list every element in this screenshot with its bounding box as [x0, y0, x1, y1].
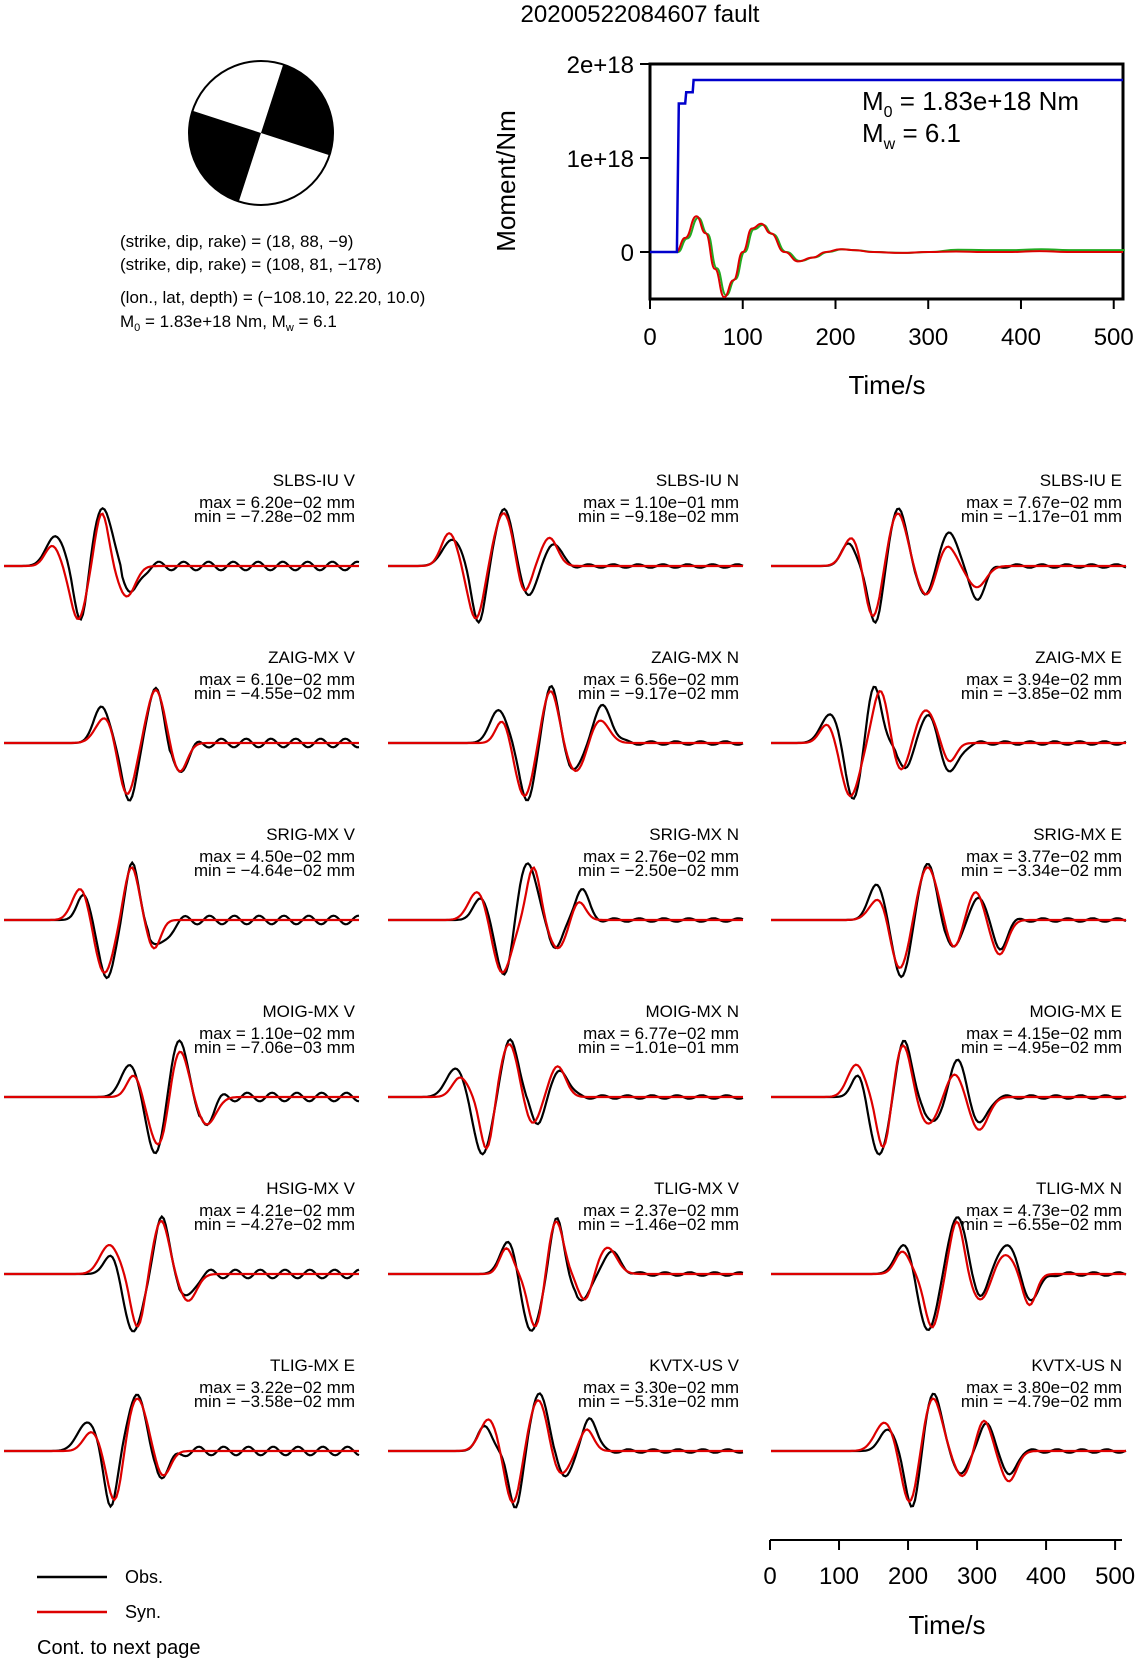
moment-panel-mw: $M_w = 6.1$ — [862, 118, 962, 153]
source-time-function-line — [650, 216, 1123, 297]
max-amplitude-label: max = 1.10e−02 mm — [199, 1024, 355, 1043]
waveform-cell — [4, 1002, 359, 1153]
min-amplitude-label: min = −3.85e−02 mm — [960, 684, 1122, 703]
min-amplitude-label: min = −7.06e−03 mm — [193, 1038, 355, 1057]
min-amplitude-label: min = −5.31e−02 mm — [577, 1392, 739, 1411]
station-label: SRIG-MX N — [649, 825, 739, 844]
station-label: KVTX-US N — [1031, 1356, 1122, 1375]
waveform-cell — [388, 1002, 743, 1154]
station-label: SRIG-MX E — [1033, 825, 1122, 844]
synthetic-waveform — [771, 1222, 1126, 1327]
min-amplitude-label: min = −3.58e−02 mm — [193, 1392, 355, 1411]
waveform-cell — [388, 1356, 743, 1507]
synthetic-waveform — [771, 514, 1126, 616]
synthetic-waveform — [4, 514, 359, 619]
waveform-cell — [4, 648, 359, 800]
synthetic-waveform — [4, 1399, 359, 1500]
min-amplitude-label: min = −1.17e−01 mm — [960, 507, 1122, 526]
min-amplitude-label: min = −4.27e−02 mm — [193, 1215, 355, 1234]
moment-ytick-label: 1e+18 — [566, 146, 634, 173]
event-location: (lon., lat, depth) = (−108.10, 22.20, 10.0) — [120, 288, 426, 307]
station-label: MOIG-MX N — [645, 1002, 739, 1021]
max-amplitude-label: max = 2.76e−02 mm — [583, 847, 739, 866]
continuation-note: Cont. to next page — [37, 1637, 201, 1659]
moment-ytick-label: 2e+18 — [566, 52, 634, 79]
min-amplitude-label: min = −4.64e−02 mm — [193, 861, 355, 880]
max-amplitude-label: max = 3.30e−02 mm — [583, 1378, 739, 1397]
max-amplitude-label: max = 3.22e−02 mm — [199, 1378, 355, 1397]
max-amplitude-label: max = 6.20e−02 mm — [199, 493, 355, 512]
station-label: SLBS-IU V — [272, 471, 355, 490]
figure-title: 20200522084607 fault — [520, 1, 760, 28]
max-amplitude-label: max = 6.56e−02 mm — [583, 670, 739, 689]
station-label: MOIG-MX V — [262, 1002, 355, 1021]
min-amplitude-label: min = −1.01e−01 mm — [577, 1038, 739, 1057]
waveform-cell — [771, 1179, 1126, 1330]
moment-magnitude-line: $M_0 = 1.83e+18$ Nm, $M_w = 6.1$ — [120, 312, 337, 334]
moment-ytick-label: 0 — [620, 240, 634, 267]
max-amplitude-label: max = 4.50e−02 mm — [199, 847, 355, 866]
station-label: TLIG-MX N — [1036, 1179, 1122, 1198]
moment-panel — [491, 52, 1134, 400]
waveform-cell — [388, 825, 743, 974]
legend — [37, 1567, 163, 1622]
synthetic-waveform — [388, 868, 743, 973]
synthetic-waveform — [388, 1222, 743, 1326]
moment-xtick-label: 200 — [815, 324, 856, 351]
waveform-xtick-label: 300 — [957, 1563, 998, 1590]
station-label: TLIG-MX E — [269, 1356, 355, 1375]
max-amplitude-label: max = 4.21e−02 mm — [199, 1201, 355, 1220]
source-time-function-green-line — [652, 218, 1125, 296]
nodal-plane-1: (strike, dip, rake) = (18, 88, −9) — [120, 232, 354, 251]
min-amplitude-label: min = −7.28e−02 mm — [193, 507, 355, 526]
waveform-cell — [4, 1179, 359, 1331]
station-label: MOIG-MX E — [1029, 1002, 1122, 1021]
min-amplitude-label: min = −1.46e−02 mm — [577, 1215, 739, 1234]
moment-xtick-label: 100 — [722, 324, 763, 351]
focal-mechanism-beachball — [189, 61, 333, 205]
waveform-xtick-label: 0 — [763, 1563, 777, 1590]
waveform-cell — [771, 825, 1126, 977]
station-label: HSIG-MX V — [266, 1179, 355, 1198]
max-amplitude-label: max = 6.77e−02 mm — [583, 1024, 739, 1043]
moment-ylabel: Moment/Nm — [491, 110, 521, 252]
min-amplitude-label: min = −4.95e−02 mm — [960, 1038, 1122, 1057]
waveform-cell — [771, 1356, 1126, 1506]
moment-xtick-label: 500 — [1093, 324, 1134, 351]
station-label: KVTX-US V — [649, 1356, 739, 1375]
legend-obs-label: Obs. — [125, 1567, 164, 1587]
waveform-cell — [388, 471, 743, 622]
synthetic-waveform — [4, 1221, 359, 1326]
synthetic-waveform — [4, 868, 359, 973]
synthetic-waveform — [771, 1046, 1126, 1147]
waveform-time-axis — [763, 1540, 1135, 1590]
min-amplitude-label: min = −3.34e−02 mm — [960, 861, 1122, 880]
station-label: TLIG-MX V — [653, 1179, 739, 1198]
max-amplitude-label: max = 3.77e−02 mm — [966, 847, 1122, 866]
waveform-cell — [388, 648, 743, 800]
station-label: ZAIG-MX E — [1035, 648, 1122, 667]
max-amplitude-label: max = 7.67e−02 mm — [966, 493, 1122, 512]
max-amplitude-label: max = 2.37e−02 mm — [583, 1201, 739, 1220]
synthetic-waveform — [388, 1044, 743, 1148]
synthetic-waveform — [388, 1400, 743, 1502]
waveform-xtick-label: 500 — [1095, 1563, 1136, 1590]
min-amplitude-label: min = −2.50e−02 mm — [577, 861, 739, 880]
max-amplitude-label: max = 4.15e−02 mm — [966, 1024, 1122, 1043]
min-amplitude-label: min = −4.79e−02 mm — [960, 1392, 1122, 1411]
synthetic-waveform — [771, 868, 1126, 968]
station-label: ZAIG-MX V — [268, 648, 355, 667]
max-amplitude-label: max = 6.10e−02 mm — [199, 670, 355, 689]
synthetic-waveform — [4, 690, 359, 794]
waveform-cell — [4, 471, 359, 619]
synthetic-waveform — [4, 1052, 359, 1145]
waveform-xtick-label: 100 — [818, 1563, 860, 1590]
max-amplitude-label: max = 4.73e−02 mm — [966, 1201, 1122, 1220]
waveform-cell — [4, 1356, 359, 1507]
waveform-cell — [771, 471, 1126, 623]
min-amplitude-label: min = −4.55e−02 mm — [193, 684, 355, 703]
station-label: SLBS-IU E — [1039, 471, 1122, 490]
waveform-cell — [771, 648, 1126, 799]
station-label: SRIG-MX V — [266, 825, 355, 844]
moment-panel-m0: $M_0 = 1.83e+18$ Nm — [862, 86, 1080, 121]
min-amplitude-label: min = −9.18e−02 mm — [577, 507, 739, 526]
waveform-xlabel: Time/s — [908, 1610, 986, 1640]
waveform-cell — [4, 825, 359, 978]
waveform-grid — [4, 471, 1126, 1507]
nodal-plane-2: (strike, dip, rake) = (108, 81, −178) — [120, 255, 382, 274]
moment-xtick-label: 0 — [643, 324, 657, 351]
station-label: SLBS-IU N — [655, 471, 739, 490]
min-amplitude-label: min = −9.17e−02 mm — [577, 684, 739, 703]
synthetic-waveform — [388, 691, 743, 796]
max-amplitude-label: max = 3.94e−02 mm — [966, 670, 1122, 689]
waveform-xtick-label: 200 — [888, 1563, 929, 1590]
moment-xtick-label: 300 — [908, 324, 949, 351]
moment-xtick-label: 400 — [1000, 324, 1042, 351]
legend-syn-label: Syn. — [125, 1602, 162, 1622]
moment-xlabel: Time/s — [848, 370, 926, 400]
max-amplitude-label: max = 3.80e−02 mm — [966, 1378, 1122, 1397]
waveform-cell — [388, 1179, 743, 1331]
synthetic-waveform — [388, 513, 743, 618]
synthetic-waveform — [771, 691, 1126, 796]
waveform-cell — [771, 1002, 1126, 1154]
max-amplitude-label: max = 1.10e−01 mm — [583, 493, 739, 512]
min-amplitude-label: min = −6.55e−02 mm — [960, 1215, 1122, 1234]
waveform-xtick-label: 400 — [1026, 1563, 1067, 1590]
station-label: ZAIG-MX N — [651, 648, 739, 667]
